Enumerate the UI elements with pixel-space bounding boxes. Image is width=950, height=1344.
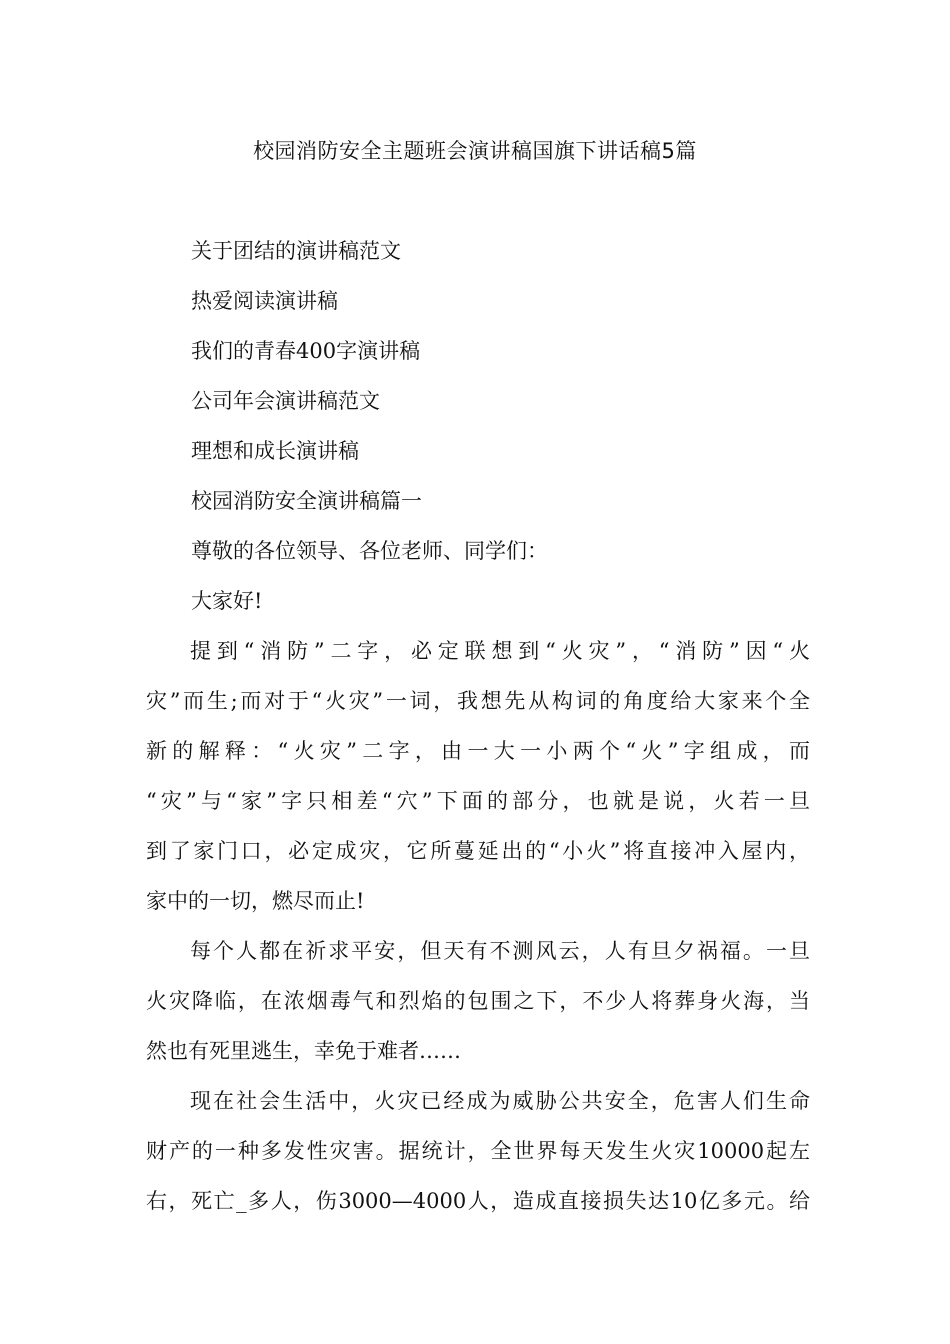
- toc-item-1: 关于团结的演讲稿范文: [191, 239, 401, 263]
- paragraph-2-line: 然也有死里逃生，幸免于难者……: [146, 1039, 461, 1063]
- paragraph-2-line: 火灾降临，在浓烟毒气和烈焰的包围之下，不少人将葬身火海，当: [146, 989, 810, 1013]
- toc-item-2: 热爱阅读演讲稿: [191, 289, 338, 313]
- section-heading: 校园消防安全演讲稿篇一: [191, 489, 422, 513]
- paragraph-1-line: 家中的一切，燃尽而止!: [146, 889, 365, 913]
- toc-item-4: 公司年会演讲稿范文: [191, 389, 380, 413]
- paragraph-1-line: 到了家门口，必定成灾，它所蔓延出的“小火”将直接冲入屋内，: [146, 839, 810, 863]
- paragraph-1-line: 灾”而生;而对于“火灾”一词，我想先从构词的角度给大家来个全: [146, 689, 810, 713]
- paragraph-2-line: 每个人都在祈求平安，但天有不测风云，人有旦夕祸福。一旦: [190, 939, 810, 963]
- paragraph-1: [146, 626, 810, 926]
- toc-item-5: 理想和成长演讲稿: [191, 439, 359, 463]
- paragraph-1-line: 新的解释：“火灾”二字，由一大一小两个“火”字组成，而: [146, 739, 810, 763]
- paragraph-3-line: 现在社会生活中，火灾已经成为威胁公共安全，危害人们生命: [190, 1089, 810, 1113]
- paragraph-3: [146, 1076, 810, 1226]
- paragraph-1-line: 提到“消防”二字，必定联想到“火灾”，“消防”因“火: [190, 639, 810, 663]
- paragraph-1-line: “灾”与“家”字只相差“穴”下面的部分，也就是说，火若一旦: [146, 789, 810, 813]
- paragraph-3-line: 右，死亡_多人，伤3000—4000人，造成直接损失达10亿多元。给: [146, 1189, 810, 1213]
- greeting: 大家好!: [191, 589, 263, 613]
- toc-item-3: 我们的青春400字演讲稿: [191, 339, 421, 363]
- paragraph-2: [146, 926, 810, 1076]
- salutation: 尊敬的各位领导、各位老师、同学们：: [191, 539, 548, 563]
- document-title: 校园消防安全主题班会演讲稿国旗下讲话稿5篇: [253, 139, 697, 163]
- paragraph-3-line: 财产的一种多发性灾害。据统计，全世界每天发生火灾10000起左: [146, 1139, 810, 1163]
